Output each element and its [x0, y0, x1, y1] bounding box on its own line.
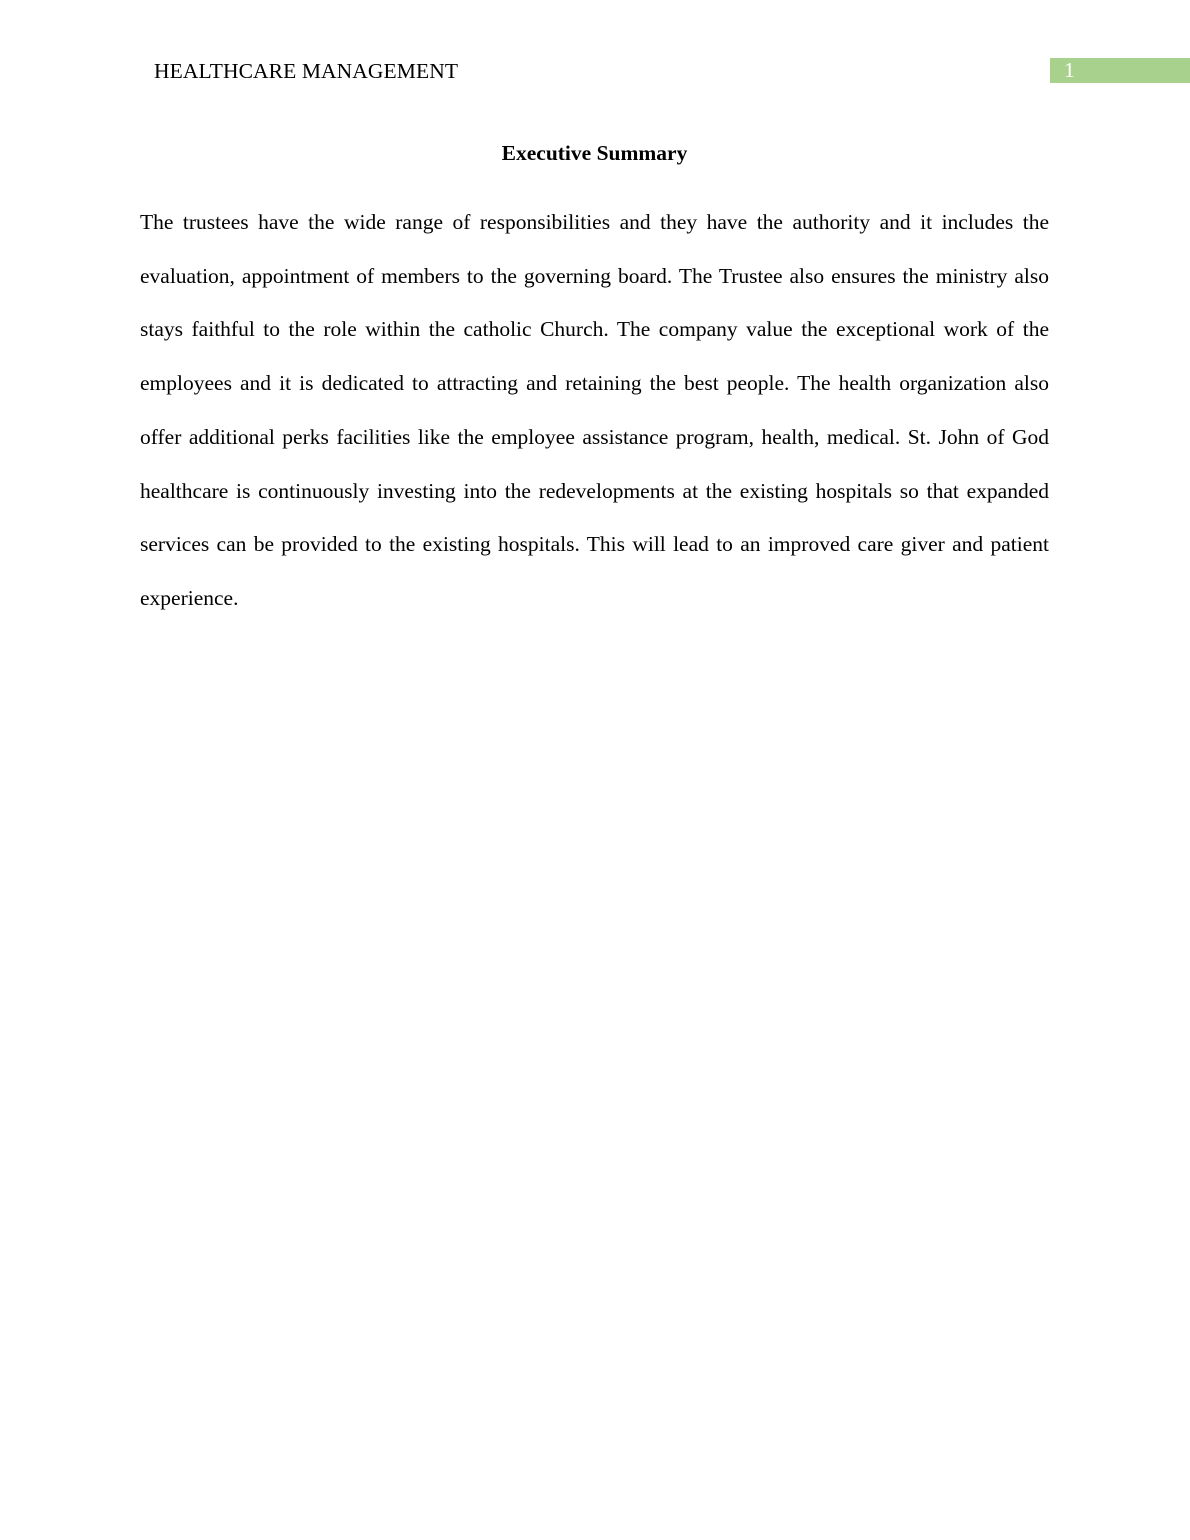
executive-summary-paragraph: The trustees have the wide range of responsibilities and they have the authority and it includes the evaluation, appointment of members to the governing board. The Trustee also ensures the ministry also stays faithful to the role within the catholic Church. The company value the exceptional work of the employees and it is dedicated to attracting and retaining the best people. The health organization also offer additional perks facilities like the employee assistance program, health, medical. St. John of God healthcare is continuously investing into the redevelopments at the existing hospitals so that expanded services can be provided to the existing hospitals. This will lead to an improved care giver and patient experience.	[140, 210, 1049, 610]
running-head: HEALTHCARE MANAGEMENT	[154, 59, 459, 83]
page-number: 1	[1064, 58, 1075, 82]
document-title: Executive Summary	[501, 141, 688, 165]
page-number-box	[1050, 58, 1190, 83]
